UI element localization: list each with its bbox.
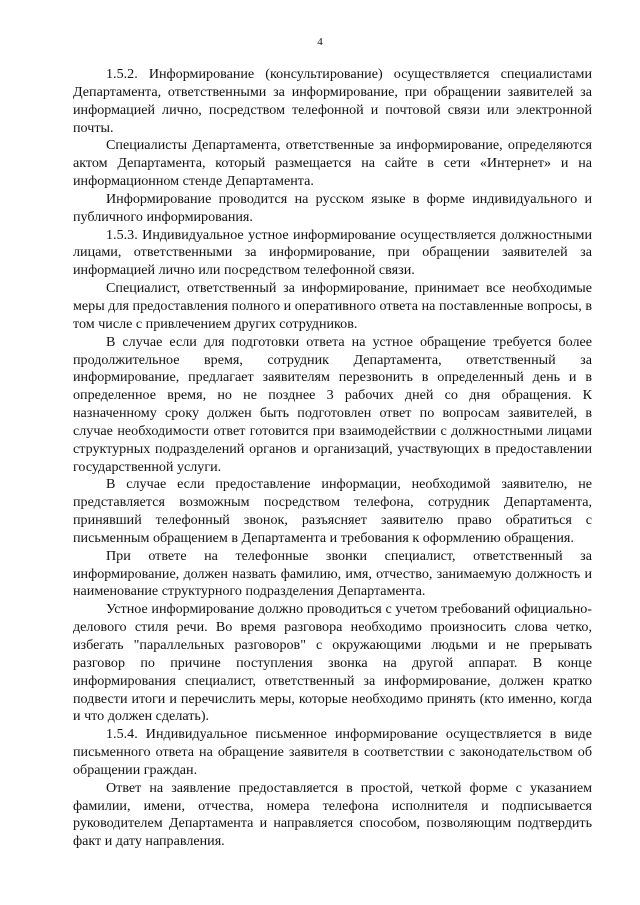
paragraph-phone-calls: При ответе на телефонные звонки специалист, ответственный за информирование, должен назвать фамилию, имя, отчество, занимаемую должность и наименование структурного подразделения Департамента. bbox=[73, 547, 592, 600]
paragraph-1-5-3: 1.5.3. Индивидуальное устное информирование осуществляется должностными лицами, ответственными за информирование, при обращении заявителей за информацией лично или посредством телефонной связи. bbox=[73, 226, 592, 279]
paragraph-answer-form: Ответ на заявление предоставляется в простой, четкой форме с указанием фамилии, имени, отчества, номера телефона исполнителя и подписывается руководителем Департамента и направляется способом, позволяющим подтвердить факт и дату направления. bbox=[73, 779, 592, 850]
paragraph-oral-style: Устное информирование должно проводиться с учетом требований официально-делового стиля речи. Во время разговора необходимо произносить слова четко, избегать "параллельных разговоров" с окружающими людьми и не прерывать разговор по причине поступления звонка на другой аппарат. В конце информирования специалист, ответственный за информирование, должен кратко подвести итоги и перечислить меры, которые необходимо принять (кто именно, когда и что должен сделать). bbox=[73, 601, 592, 725]
paragraph-longer-time: В случае если для подготовки ответа на устное обращение требуется более продолжительное время, сотрудник Департамента, ответственный за информирование, предлагает заявителям перезвонить в определенный день и в определенное время, но не позднее 3 рабочих дней со дня обращения. К назначенному сроку должен быть подготовлен ответ по вопросам заявителей, в случае необходимости ответ готовится при взаимодействии с должностными лицами структурных подразделений органов и организаций, участвующих в предоставлении государственной услуги. bbox=[73, 333, 592, 475]
paragraph-phone-impossible: В случае если предоставление информации, необходимой заявителю, не представляется возможным посредством телефона, сотрудник Департамента, принявший телефонный звонок, разъясняет заявителю право обратиться с письменным обращением в Департамента и требования к оформлению обращения. bbox=[73, 476, 592, 546]
page-number: 4 bbox=[317, 36, 323, 48]
paragraph-specialist-measures: Специалист, ответственный за информирование, принимает все необходимые меры для предоставления полного и оперативного ответа на поставленные вопросы, в том числе с привлечением других сотрудников. bbox=[73, 280, 592, 332]
paragraph-specialists: Специалисты Департамента, ответственные за информирование, определяются актом Департамента, который размещается на сайте в сети «Интернет» и на информационном стенде Департамента. bbox=[73, 137, 592, 190]
document-body bbox=[73, 66, 592, 851]
paragraph-1-5-2: 1.5.2. Информирование (консультирование) осуществляется специалистами Департамента, ответственными за информирование, при обращении заявителей за информацией лично, посредством телефонной и почтовой связи или электронной почты. bbox=[73, 66, 592, 136]
paragraph-language: Информирование проводится на русском языке в форме индивидуального и публичного информирования. bbox=[73, 190, 592, 225]
paragraph-1-5-4: 1.5.4. Индивидуальное письменное информирование осуществляется в виде письменного ответа на обращение заявителя в соответствии с законодательством об обращении граждан. bbox=[73, 726, 592, 778]
